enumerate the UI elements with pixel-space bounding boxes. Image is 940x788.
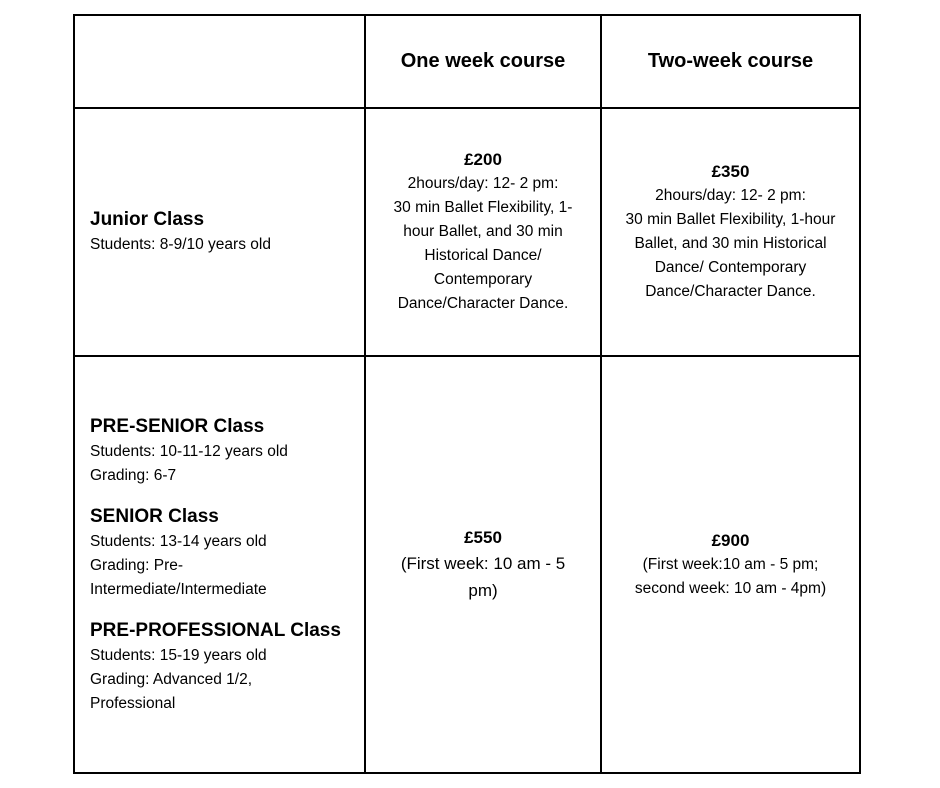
senior-two-week-price: £900	[711, 530, 750, 550]
senior-classes-cell	[75, 357, 364, 772]
junior-one-week-description: 30 min Ballet Flexibility, 1-hour Ballet, and 30 min Historical Dance/ Contemporary Dance/Character Dance.	[393, 199, 573, 312]
class-grading: Grading: Pre-Intermediate/Intermediate	[90, 556, 267, 598]
junior-two-week-hours: 2hours/day: 12- 2 pm:	[655, 187, 806, 204]
senior-one-week-cell	[366, 357, 600, 772]
junior-two-week-price: £350	[711, 162, 750, 181]
junior-class-students: Students: 8-9/10 years old	[90, 236, 271, 253]
junior-class-cell	[75, 109, 364, 355]
header-one-week-label: One week course	[400, 50, 566, 72]
class-students: Students: 10-11-12 years old	[90, 442, 288, 460]
class-grading: Grading: Advanced 1/2, Professional	[90, 670, 253, 712]
class-grading: Grading: 6-7	[90, 466, 177, 484]
pre-professional-class-block	[90, 618, 356, 716]
senior-two-week-schedule-line1: (First week:10 am - 5 pm;	[642, 555, 819, 573]
junior-two-week-cell	[602, 109, 859, 355]
class-name: PRE-SENIOR Class	[90, 415, 265, 437]
junior-one-week-price: £200	[464, 150, 502, 169]
senior-two-week-schedule-line2: second week: 10 am - 4pm)	[634, 579, 827, 597]
junior-two-week-description: 30 min Ballet Flexibility, 1-hour Ballet, and 30 min Historical Dance/ Contemporary Dance/Character Dance.	[625, 211, 836, 300]
senior-class-block	[90, 504, 356, 602]
header-empty-cell	[75, 16, 364, 107]
header-two-week	[602, 16, 859, 107]
junior-one-week-cell	[366, 109, 600, 355]
header-one-week	[366, 16, 600, 107]
class-name: SENIOR Class	[90, 505, 219, 527]
header-two-week-label: Two-week course	[647, 50, 814, 72]
class-students: Students: 15-19 years old	[90, 646, 267, 664]
class-name: PRE-PROFESSIONAL Class	[90, 619, 341, 641]
senior-one-week-price: £550	[464, 527, 502, 547]
pre-senior-class-block	[90, 414, 356, 488]
pricing-table	[73, 14, 861, 774]
senior-two-week-cell	[602, 357, 859, 772]
junior-class-name: Junior Class	[90, 209, 205, 230]
class-students: Students: 13-14 years old	[90, 532, 267, 550]
junior-one-week-hours: 2hours/day: 12- 2 pm:	[407, 175, 559, 192]
senior-one-week-schedule: (First week: 10 am - 5 pm)	[400, 553, 566, 600]
